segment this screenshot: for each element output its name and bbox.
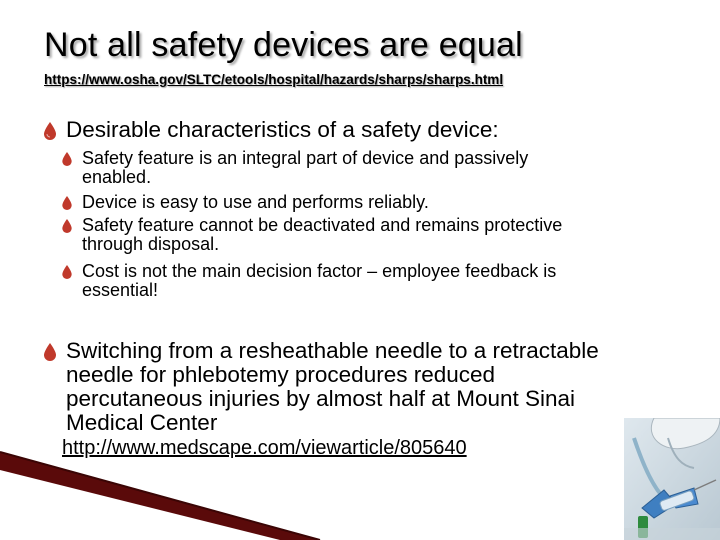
bullet2-line: Switching from a resheathable needle to a retractable [66, 338, 599, 363]
subitem-line: Safety feature is an integral part of device and passively [82, 148, 529, 168]
slide-title: Not all safety devices are equal [44, 26, 523, 64]
subitem-cost [62, 262, 556, 301]
bullet-desirable-characteristics [44, 118, 499, 146]
drop-bullet-icon [62, 193, 72, 215]
drop-bullet-icon [62, 262, 72, 284]
subitem-line: through disposal. [82, 234, 220, 255]
safety-needle-photo [624, 418, 720, 540]
subitem-line: essential! [82, 280, 159, 301]
bullet2-line: percutaneous injuries by almost half at Mount Sinai [66, 385, 576, 411]
subitem-line: Cost is not the main decision factor – employee feedback is [82, 261, 557, 281]
medscape-link[interactable]: http://www.medscape.com/viewarticle/805640 [62, 437, 467, 459]
drop-bullet-icon [44, 339, 56, 367]
drop-bullet-icon [44, 118, 56, 146]
subitem-cannot-deactivate [62, 216, 562, 255]
subitem-line: Safety feature cannot be deactivated and remains protective [82, 215, 563, 235]
drop-bullet-icon [62, 216, 72, 238]
bullet2-line: needle for phlebotemy procedures reduced [66, 361, 496, 387]
subitem-easy-to-use [62, 193, 429, 215]
drop-bullet-icon [62, 149, 72, 171]
bullet2-line: Medical Center [66, 409, 218, 435]
bullet1-text: Desirable characteristics of a safety device: [66, 117, 499, 142]
subitem-line: Device is easy to use and performs reliably. [82, 192, 429, 212]
osha-link[interactable]: https://www.osha.gov/SLTC/etools/hospital/hazards/sharps/sharps.html [44, 72, 504, 87]
subitem-integral [62, 149, 528, 188]
bullet-mount-sinai [44, 339, 599, 434]
subitem-line: enabled. [82, 167, 152, 188]
